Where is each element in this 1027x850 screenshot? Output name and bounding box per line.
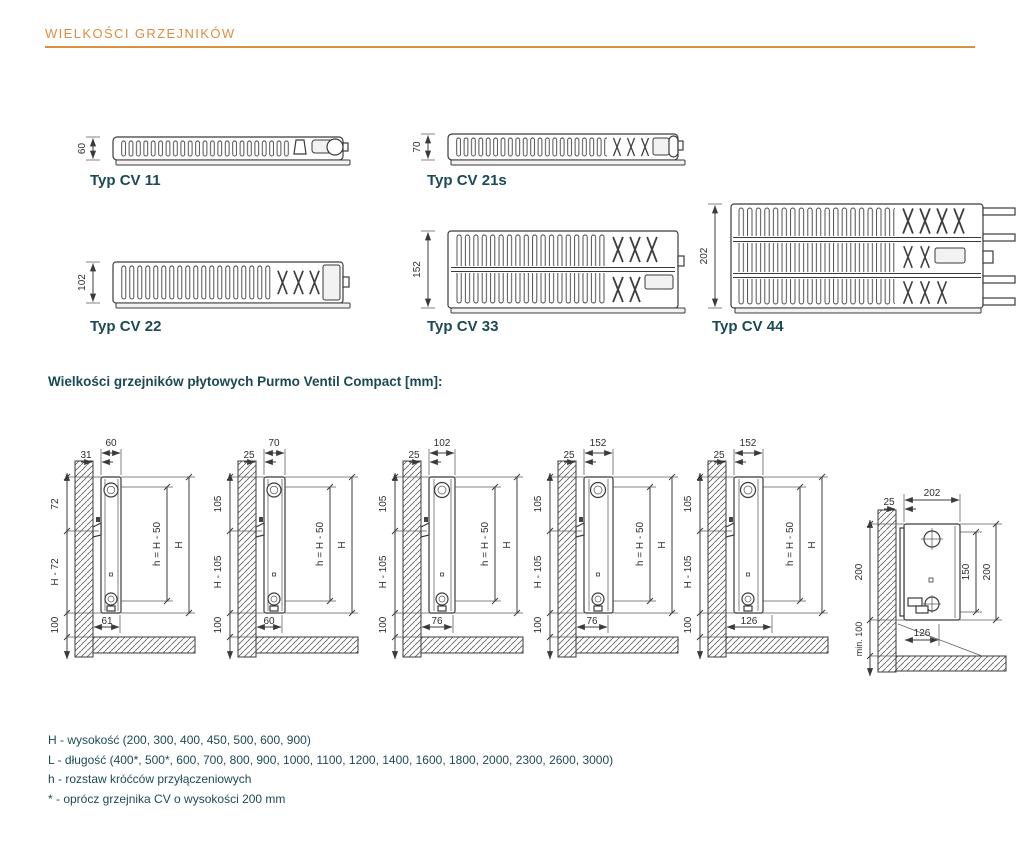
cv44-height-dim: 202 — [699, 247, 710, 265]
cv44-pipe — [983, 208, 1015, 215]
dim-outer-height: H — [807, 541, 818, 549]
dim-bottom-width: 60 — [263, 616, 275, 627]
dim-outer-height: H — [174, 541, 185, 549]
dim-wall-gap: 25 — [563, 450, 575, 461]
mounting-bracket — [421, 523, 429, 537]
dim-outer-height: H — [337, 541, 348, 549]
dim-bottom-width: 126 — [913, 628, 931, 639]
dim-upper: 105 — [213, 495, 224, 513]
dim-lower: 100 — [378, 616, 389, 634]
cross-section-cv22 — [78, 255, 373, 317]
mounting-bracket — [93, 523, 101, 537]
note-connection-spacing: h - rozstaw króćców przyłączeniowych — [48, 772, 252, 786]
dim-wall-gap: 25 — [713, 450, 725, 461]
wall-section — [403, 461, 421, 657]
dim-wall-gap: 25 — [243, 450, 255, 461]
floor-section — [726, 637, 828, 653]
dim-inner-height: 150 — [961, 563, 972, 581]
side-view-cv44 — [678, 435, 843, 685]
dim-inner-height: h = H - 50 — [635, 521, 646, 567]
dim-outer-height: H — [502, 541, 513, 549]
cv44-pipe — [983, 298, 1015, 305]
cv33-height-dim: 152 — [412, 261, 423, 278]
mounting-bracket — [256, 523, 264, 537]
dim-wall-gap: 31 — [80, 450, 92, 461]
floor-section — [896, 656, 1006, 671]
cv11-height-dim: 60 — [77, 142, 88, 155]
section-heading: Wielkości grzejników płytowych Purmo Ventil Compact [mm]: — [48, 374, 443, 389]
dim-inner-height: h = H - 50 — [315, 521, 326, 567]
cv21s-type-label: Typ CV 21s — [427, 172, 507, 189]
dim-top-width: 70 — [268, 438, 280, 449]
dim-bottom-width: 61 — [101, 616, 113, 627]
dim-top-width: 202 — [923, 488, 941, 499]
note-height: H - wysokość (200, 300, 400, 450, 500, 600, 900) — [48, 733, 311, 747]
dim-upper: 105 — [533, 495, 544, 513]
dim-outer-height: H — [657, 541, 668, 549]
mounting-rail — [900, 528, 904, 616]
dim-lower: 100 — [213, 616, 224, 634]
dim-wall-gap: 25 — [408, 450, 420, 461]
cv21s-height-dim: 70 — [412, 141, 423, 153]
header-divider — [45, 46, 975, 48]
wall-section — [708, 461, 726, 657]
cv44-pipe — [983, 276, 1015, 283]
side-view-cv22 — [373, 435, 538, 685]
dim-upper: 105 — [683, 495, 694, 513]
dim-middle: H - 105 — [533, 555, 544, 589]
dim-left-height: 200 — [854, 563, 865, 581]
cv33-bottom-lip — [451, 308, 685, 313]
dim-middle: H - 105 — [213, 555, 224, 589]
dim-bottom-width: 76 — [586, 616, 598, 627]
cv22-grille-slots — [120, 265, 272, 300]
side-view-cv33 — [528, 435, 693, 685]
cv21s-grille-slots — [455, 138, 607, 157]
cv44-pipe — [983, 234, 1015, 241]
dim-bottom-width: 126 — [740, 616, 758, 627]
dim-outer-height: 200 — [982, 563, 993, 581]
dim-middle: H - 105 — [683, 555, 694, 589]
cv11-bottom-lip — [116, 160, 350, 165]
dim-top-width: 102 — [433, 438, 451, 449]
cv44-bottom-lip — [735, 308, 981, 313]
cv11-type-label: Typ CV 11 — [90, 172, 161, 189]
page-title: WIELKOŚCI GRZEJNIKÓW — [45, 26, 236, 41]
dim-inner-height: h = H - 50 — [480, 521, 491, 567]
cv44-grille-slots — [737, 207, 895, 305]
dim-inner-height: h = H - 50 — [785, 521, 796, 567]
dim-middle: H - 72 — [50, 558, 61, 586]
dim-upper: 72 — [50, 498, 61, 510]
dim-top-width: 152 — [739, 438, 757, 449]
dim-lower: 100 — [683, 616, 694, 634]
cv22-type-label: Typ CV 22 — [90, 318, 162, 335]
side-view-cv21s — [208, 435, 373, 685]
dim-middle: H - 105 — [378, 555, 389, 589]
cross-section-cv33 — [413, 222, 708, 322]
dim-wall-gap: 25 — [883, 497, 895, 508]
dim-upper: 105 — [378, 495, 389, 513]
mounting-bracket — [726, 523, 734, 537]
wall-section — [238, 461, 256, 657]
footnotes — [48, 731, 613, 809]
cv44-type-label: Typ CV 44 — [712, 318, 784, 335]
wall-section — [558, 461, 576, 657]
mounting-bracket — [576, 523, 584, 537]
corner-view-cv44-low — [850, 488, 1027, 683]
floor-section — [421, 637, 523, 653]
cv22-height-dim: 102 — [77, 274, 88, 291]
note-asterisk: * - oprócz grzejnika CV o wysokości 200 mm — [48, 791, 286, 806]
floor-section — [576, 637, 678, 653]
floor-section — [256, 637, 358, 653]
cv22-bottom-lip — [116, 303, 350, 308]
note-length: L - długość (400*, 500*, 600, 700, 800, 900, 1000, 1100, 1200, 1400, 1600, 1800, 2000, 2300, 2600, 3000) — [48, 752, 614, 767]
cv11-grille-slots — [120, 141, 290, 157]
side-view-cv11 — [45, 435, 210, 685]
dim-floor-clearance: min. 100 — [854, 621, 864, 657]
cv33-type-label: Typ CV 33 — [427, 318, 499, 335]
wall-section — [75, 461, 93, 657]
dim-bottom-width: 76 — [431, 616, 443, 627]
wall-section — [878, 510, 896, 672]
dim-inner-height: h = H - 50 — [152, 521, 163, 567]
cross-section-cv44 — [699, 196, 1027, 322]
dim-top-width: 60 — [105, 438, 117, 449]
dim-lower: 100 — [50, 616, 61, 634]
dim-top-width: 152 — [589, 438, 607, 449]
dim-lower: 100 — [533, 616, 544, 634]
floor-section — [93, 637, 195, 653]
cv21s-bottom-lip — [451, 160, 685, 165]
